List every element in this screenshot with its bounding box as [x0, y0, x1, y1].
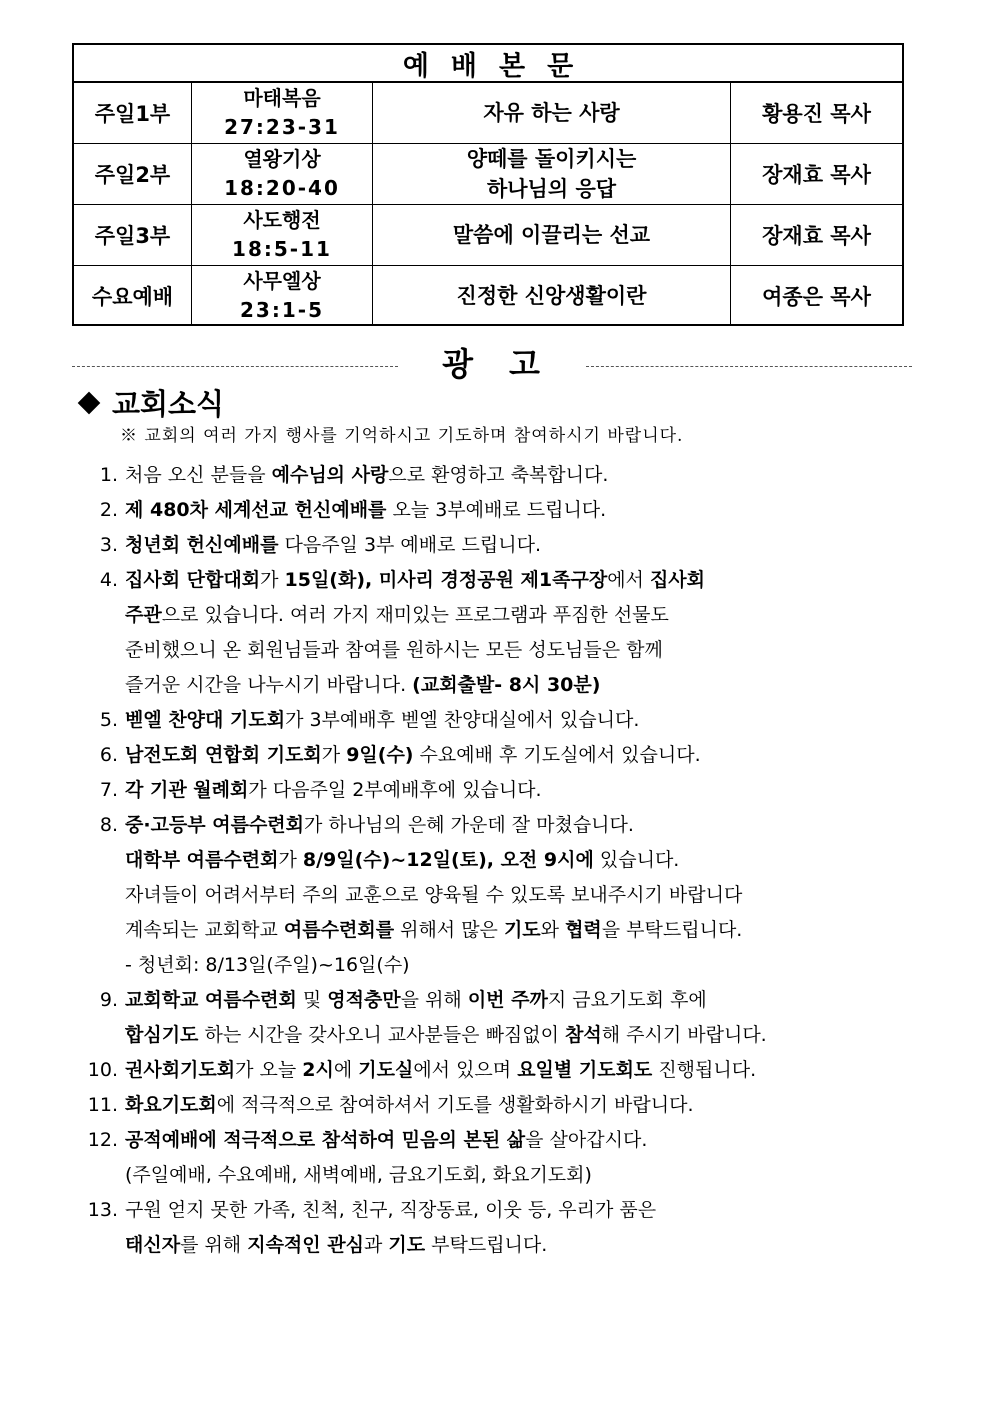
announcement-item: [72, 1123, 912, 1193]
service-name: 수요예배: [74, 266, 192, 326]
item-text: 을 부탁드립니다.: [601, 919, 743, 941]
item-text: 지 금요기도회 후에: [547, 989, 707, 1011]
item-text: 수요예배 후 기도실에서 있습니다.: [413, 744, 701, 766]
item-text: 합심기도: [125, 1024, 199, 1046]
worship-row: [74, 83, 902, 144]
diamond-bullet-icon: [78, 392, 100, 414]
item-text: 있습니다.: [593, 849, 680, 871]
item-line: [125, 1123, 647, 1158]
item-number: 12.: [87, 1129, 118, 1151]
item-line: [125, 1158, 647, 1193]
item-text: 구원 얻지 못한 가족, 친척, 친구, 직장동료, 이웃 등, 우리가 품은: [125, 1199, 657, 1221]
announcement-item: [72, 458, 912, 493]
item-text: 기도실: [358, 1059, 414, 1081]
item-text: 으로 환영하고 축복합니다.: [388, 464, 609, 486]
item-text: 부탁드립니다.: [425, 1234, 548, 1256]
scripture-reference: 마태복음 27:23-31: [192, 83, 373, 143]
item-line: [125, 913, 742, 948]
item-text: 및: [296, 989, 328, 1011]
item-text: 에: [333, 1059, 359, 1081]
item-text: 을 위해: [400, 989, 468, 1011]
item-text: 여름수련회를: [283, 919, 395, 941]
item-text: 가 오늘: [235, 1059, 303, 1081]
item-text: 에서: [607, 569, 650, 591]
item-text: 각 기관 월례회: [125, 779, 249, 801]
worship-row: [74, 205, 902, 266]
item-number: 3.: [99, 534, 118, 556]
service-name: 주일1부: [74, 83, 192, 143]
announcement-item: [72, 983, 912, 1053]
sermon-title: 자유 하는 사랑: [373, 83, 731, 143]
announcements-header: [72, 342, 912, 382]
service-name: 주일3부: [74, 205, 192, 265]
item-text: 가: [260, 569, 285, 591]
item-text: 에 적극적으로 참여하셔서 기도를 생활화하시기 바랍니다.: [216, 1094, 694, 1116]
announcement-item: [72, 528, 912, 563]
item-text: 가 하나님의 은혜 가운데 잘 마쳤습니다.: [304, 814, 634, 836]
preacher: 장재효 목사: [762, 224, 871, 248]
sermon-title: 말씀에 이끌리는 선교: [373, 205, 731, 265]
scripture-reference: 열왕기상 18:20-40: [192, 144, 373, 204]
item-text: - 청년회: 8/13일(주일)~16일(수): [125, 954, 410, 976]
item-line: [125, 633, 705, 668]
item-text: 하는 시간을 갖사오니 교사분들은 빠짐없이: [198, 1024, 566, 1046]
worship-row: [74, 266, 902, 326]
worship-row: [74, 144, 902, 205]
dashed-divider-right: [586, 366, 912, 367]
announcement-list: [72, 458, 912, 1263]
item-text: 를 위해: [180, 1234, 248, 1256]
item-text: 벧엘 찬양대 기도회: [125, 709, 286, 731]
item-text: 태신자: [125, 1234, 181, 1256]
item-text: 에서 있으며: [413, 1059, 518, 1081]
item-text: 청년회 헌신예배를: [125, 534, 279, 556]
item-text: 오늘 3부예배로 드립니다.: [386, 499, 607, 521]
item-text: 2시: [302, 1059, 334, 1081]
item-number: 7.: [99, 779, 118, 801]
item-text: 집사회 단합대회: [125, 569, 261, 591]
item-text: 영적충만: [327, 989, 401, 1011]
item-line: [125, 1193, 656, 1228]
item-line: [125, 808, 742, 843]
item-text: 준비했으니 온 회원님들과 참여를 원하시는 모든 성도님들은 함께: [125, 639, 663, 661]
item-text: 과: [363, 1234, 389, 1256]
item-text: 협력: [565, 919, 602, 941]
worship-text-table: [72, 43, 904, 326]
item-text: 이번 주까: [467, 989, 548, 1011]
item-text: 주관: [125, 604, 162, 626]
item-text: 권사회기도회: [125, 1059, 236, 1081]
item-text: 참석: [565, 1024, 602, 1046]
item-line: [125, 843, 742, 878]
item-text: 15일(화), 미사리 경정공원 제1족구장: [284, 569, 608, 591]
item-line: [125, 1228, 656, 1263]
announcement-item: [72, 1193, 912, 1263]
item-line: [125, 738, 701, 773]
item-text: 제 480차 세계선교 헌신예배를: [125, 499, 387, 521]
item-text: (교회출발- 8시 30분): [412, 674, 601, 696]
announcement-item: [72, 493, 912, 528]
item-number: 2.: [99, 499, 118, 521]
item-text: 가: [278, 849, 303, 871]
item-line: [125, 1018, 767, 1053]
item-text: 요일별 기도회도: [517, 1059, 653, 1081]
item-text: 을 살아갑시다.: [525, 1129, 648, 1151]
item-line: [125, 878, 742, 913]
item-text: 교회학교 여름수련회: [125, 989, 297, 1011]
service-name: 주일2부: [74, 144, 192, 204]
item-text: 가 3부예배후 벧엘 찬양대실에서 있습니다.: [285, 709, 640, 731]
item-text: 대학부 여름수련회: [125, 849, 279, 871]
item-text: 다음주일 3부 예배로 드립니다.: [278, 534, 541, 556]
item-text: 기도: [388, 1234, 426, 1256]
item-number: 11.: [87, 1094, 118, 1116]
item-text: 공적예배에 적극적으로 참석하여 믿음의 본된 삶: [125, 1129, 526, 1151]
item-text: 예수님의 사랑: [271, 464, 389, 486]
item-text: 중·고등부 여름수련회: [125, 814, 305, 836]
item-text: 와: [540, 919, 566, 941]
announcement-item: [72, 808, 912, 983]
item-text: 위해서 많은: [394, 919, 504, 941]
item-text: 화요기도회: [125, 1094, 217, 1116]
item-line: [125, 598, 705, 633]
announcement-item: [72, 773, 912, 808]
item-text: 기도: [503, 919, 541, 941]
item-line: [125, 773, 542, 808]
item-number: 4.: [99, 569, 118, 591]
item-text: 지속적인 관심: [247, 1234, 364, 1256]
item-number: 9.: [99, 989, 118, 1011]
item-line: [125, 668, 705, 703]
item-number: 10.: [87, 1059, 118, 1081]
item-text: 자녀들이 어려서부터 주의 교훈으로 양육될 수 있도록 보내주시기 바랍니다: [125, 884, 743, 906]
item-line: [125, 983, 767, 1018]
item-line: [125, 528, 541, 563]
scripture-reference: 사무엘상 23:1-5: [192, 266, 373, 326]
preacher: 장재효 목사: [762, 163, 871, 187]
item-text: 으로 있습니다. 여러 가지 재미있는 프로그램과 푸짐한 선물도: [161, 604, 669, 626]
church-news-title: 교회소식: [112, 387, 225, 421]
item-number: 6.: [99, 744, 118, 766]
preacher: 여종은 목사: [762, 285, 871, 309]
item-line: [125, 1053, 756, 1088]
item-number: 13.: [87, 1199, 118, 1221]
item-line: [125, 948, 742, 983]
announcement-item: [72, 1088, 912, 1123]
scripture-reference: 사도행전 18:5-11: [192, 205, 373, 265]
item-text: 남전도회 연합회 기도회: [125, 744, 322, 766]
item-line: [125, 563, 705, 598]
item-line: [125, 1088, 694, 1123]
announcement-item: [72, 703, 912, 738]
sermon-title: 진정한 신앙생활이란: [373, 266, 731, 326]
item-text: 가 다음주일 2부예배후에 있습니다.: [248, 779, 542, 801]
preacher: 황용진 목사: [762, 102, 871, 126]
item-text: 해 주시기 바랍니다.: [601, 1024, 767, 1046]
item-text: 처음 오신 분들을: [125, 464, 272, 486]
item-line: [125, 493, 606, 528]
item-text: 진행됩니다.: [652, 1059, 757, 1081]
sermon-title: 양떼를 돌이키시는 하나님의 응답: [373, 144, 731, 204]
item-line: [125, 458, 608, 493]
church-news-heading: [78, 382, 224, 423]
item-text: 계속되는 교회학교: [125, 919, 284, 941]
item-text: 9일(수): [346, 744, 414, 766]
church-news-note: ※ 교회의 여러 가지 행사를 기억하시고 기도하며 참여하시기 바랍니다.: [120, 426, 684, 446]
announcement-item: [72, 738, 912, 773]
item-number: 8.: [99, 814, 118, 836]
item-text: 가: [321, 744, 347, 766]
worship-table-title: 예배본문: [74, 45, 902, 83]
announcement-item: [72, 1053, 912, 1088]
announcement-item: [72, 563, 912, 703]
item-text: 집사회: [649, 569, 706, 591]
dashed-divider-left: [72, 366, 398, 367]
item-number: 5.: [99, 709, 118, 731]
announcements-title: 광고: [442, 345, 576, 383]
item-text: (주일예배, 수요예배, 새벽예배, 금요기도회, 화요기도회): [125, 1164, 592, 1186]
item-text: 즐거운 시간을 나누시기 바랍니다.: [125, 674, 413, 696]
item-number: 1.: [99, 464, 118, 486]
item-text: 8/9일(수)~12일(토), 오전 9시에: [302, 849, 594, 871]
item-line: [125, 703, 639, 738]
